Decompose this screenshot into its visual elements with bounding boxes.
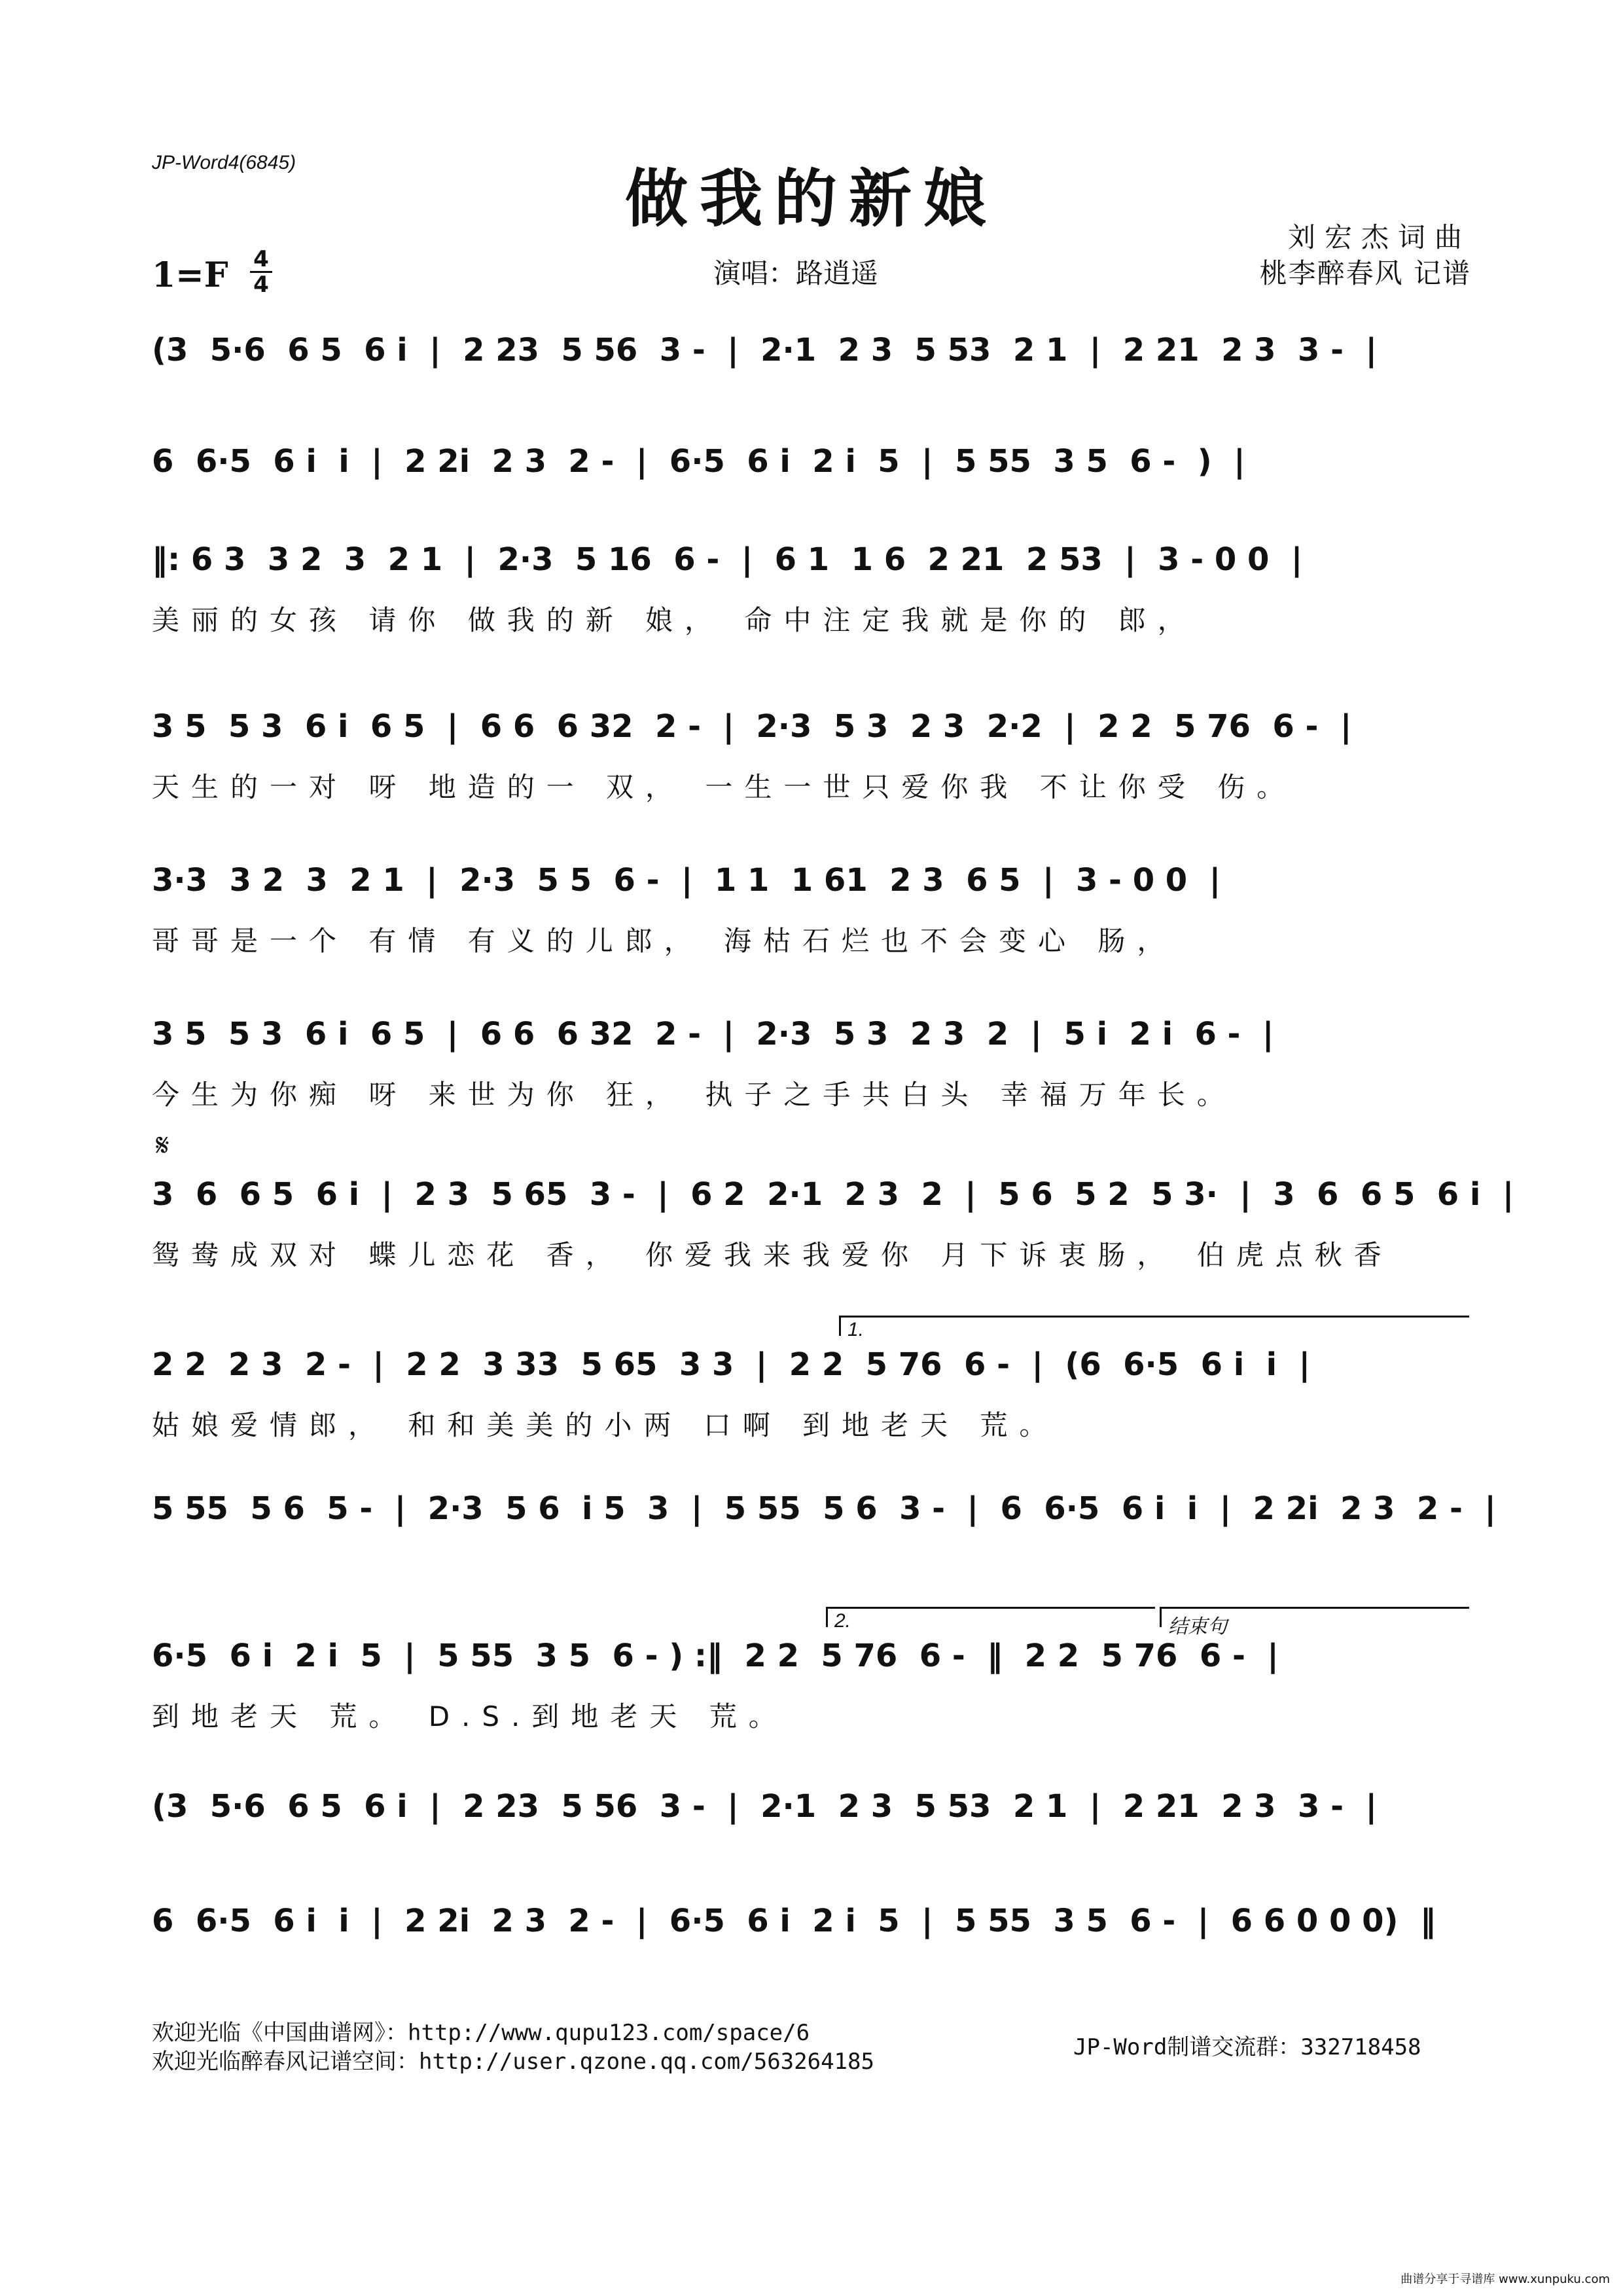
song-title: 做我的新娘 bbox=[625, 162, 998, 236]
notation-line: 6 6·5 6 i i | 2 2i 2 3 2 - | 6·5 6 i 2 i 5 | 5 55 3 5 6 - ) | bbox=[152, 443, 1245, 480]
lyricist-composer-credit: 刘宏杰词曲 bbox=[1287, 221, 1471, 253]
time-signature-bottom: 4 bbox=[253, 272, 269, 298]
notation-line: ‖: 6 3 3 2 3 2 1 | 2·3 5 16 6 - | 6 1 1 6 2 21 2 53 | 3 - 0 0 | bbox=[152, 541, 1303, 578]
footer-group-info: JP-Word制谱交流群：332718458 bbox=[1073, 2034, 1421, 2060]
lyrics-text: 哥哥是一个 有情 有义的儿郎， 海枯石烂也不会变心 肠， bbox=[152, 925, 1177, 957]
lyrics-text: 天生的一对 呀 地造的一 双， 一生一世只爱你我 不让你受 伤。 bbox=[152, 771, 1296, 803]
notation-line: 5 55 5 6 5 - | 2·3 5 6 i 5 3 | 5 55 5 6 3 - | 6 6·5 6 i i | 2 2i 2 3 2 - | bbox=[152, 1490, 1496, 1527]
coda-bracket bbox=[1160, 1607, 1469, 1638]
second-ending-bracket bbox=[826, 1607, 1155, 1632]
notation-line: 6·5 6 i 2 i 5 | 5 55 3 5 6 - ) :‖ 2 2 5 76 6 - ‖ 2 2 5 76 6 - | bbox=[152, 1638, 1279, 1674]
time-signature bbox=[250, 247, 272, 296]
notation-line: 3 6 6 5 6 i | 2 3 5 65 3 - | 6 2 2·1 2 3 2 | 5 6 5 2 5 3· | 3 6 6 5 6 i | bbox=[152, 1176, 1514, 1213]
lyrics-text: 今生为你痴 呀 来世为你 狂， 执子之手共白头 幸福万年长。 bbox=[152, 1079, 1236, 1111]
first-ending-label: 1. bbox=[847, 1319, 865, 1340]
notation-line: (3 5·6 6 5 6 i | 2 23 5 56 3 - | 2·1 2 3 5 53 2 1 | 2 21 2 3 3 - | bbox=[152, 332, 1377, 368]
notation-credit: 桃李醉春风 记谱 bbox=[1259, 257, 1471, 289]
notation-line: 2 2 2 3 2 - | 2 2 3 33 5 65 3 3 | 2 2 5 76 6 - | (6 6·5 6 i i | bbox=[152, 1346, 1310, 1383]
notation-line: 6 6·5 6 i i | 2 2i 2 3 2 - | 6·5 6 i 2 i 5 | 5 55 3 5 6 - | 6 6 0 0 0) ‖ bbox=[152, 1903, 1436, 1939]
notation-line: 3·3 3 2 3 2 1 | 2·3 5 5 6 - | 1 1 1 61 2 3 6 5 | 3 - 0 0 | bbox=[152, 862, 1221, 899]
footer-link-qzone: 欢迎光临醉春风记谱空间：http://user.qzone.qq.com/563264185 bbox=[152, 2049, 874, 2075]
notation-line: (3 5·6 6 5 6 i | 2 23 5 56 3 - | 2·1 2 3 5 53 2 1 | 2 21 2 3 3 - | bbox=[152, 1788, 1377, 1825]
lyrics-text: 姑娘爱情郎， 和和美美的小两 口啊 到地老天 荒。 bbox=[152, 1409, 1059, 1441]
time-signature-top: 4 bbox=[253, 246, 269, 272]
lyrics-line bbox=[152, 1404, 1469, 1443]
singer-credit: 演唱：路逍遥 bbox=[713, 257, 879, 289]
coda-label: 结束句 bbox=[1168, 1616, 1227, 1638]
watermark: 曲谱分享于寻谱库 www.xunpuku.com bbox=[1400, 2272, 1610, 2286]
lyrics-line bbox=[152, 1073, 1469, 1113]
notation-line: 3 5 5 3 6 i 6 5 | 6 6 6 32 2 - | 2·3 5 3 2 3 2·2 | 2 2 5 76 6 - | bbox=[152, 708, 1352, 745]
second-ending-label: 2. bbox=[834, 1610, 851, 1632]
notation-line: 3 5 5 3 6 i 6 5 | 6 6 6 32 2 - | 2·3 5 3 2 3 2 | 5 i 2 i 6 - | bbox=[152, 1016, 1274, 1052]
key-signature: 1=F bbox=[152, 255, 228, 295]
segno-sign: 𝄋 bbox=[156, 1127, 169, 1164]
lyrics-line bbox=[152, 1695, 1469, 1734]
lyrics-line bbox=[152, 599, 1469, 638]
software-label: JP-Word4(6845) bbox=[152, 152, 296, 173]
lyrics-text: 美丽的女孩 请你 做我的新 娘， 命中注定我就是你的 郎， bbox=[152, 604, 1197, 636]
lyrics-line bbox=[152, 1234, 1469, 1273]
lyrics-line bbox=[152, 766, 1469, 805]
lyrics-text: 鸳鸯成双对 蝶儿恋花 香， 你爱我来我爱你 月下诉衷肠， 伯虎点秋香 bbox=[152, 1239, 1393, 1271]
footer-link-qupu: 欢迎光临《中国曲谱网》：http://www.qupu123.com/space/6 bbox=[152, 2020, 810, 2046]
lyrics-text: 到地老天 荒。 D.S.到地老天 荒。 bbox=[152, 1700, 788, 1732]
lyrics-line bbox=[152, 920, 1469, 959]
first-ending-bracket bbox=[839, 1316, 1469, 1340]
